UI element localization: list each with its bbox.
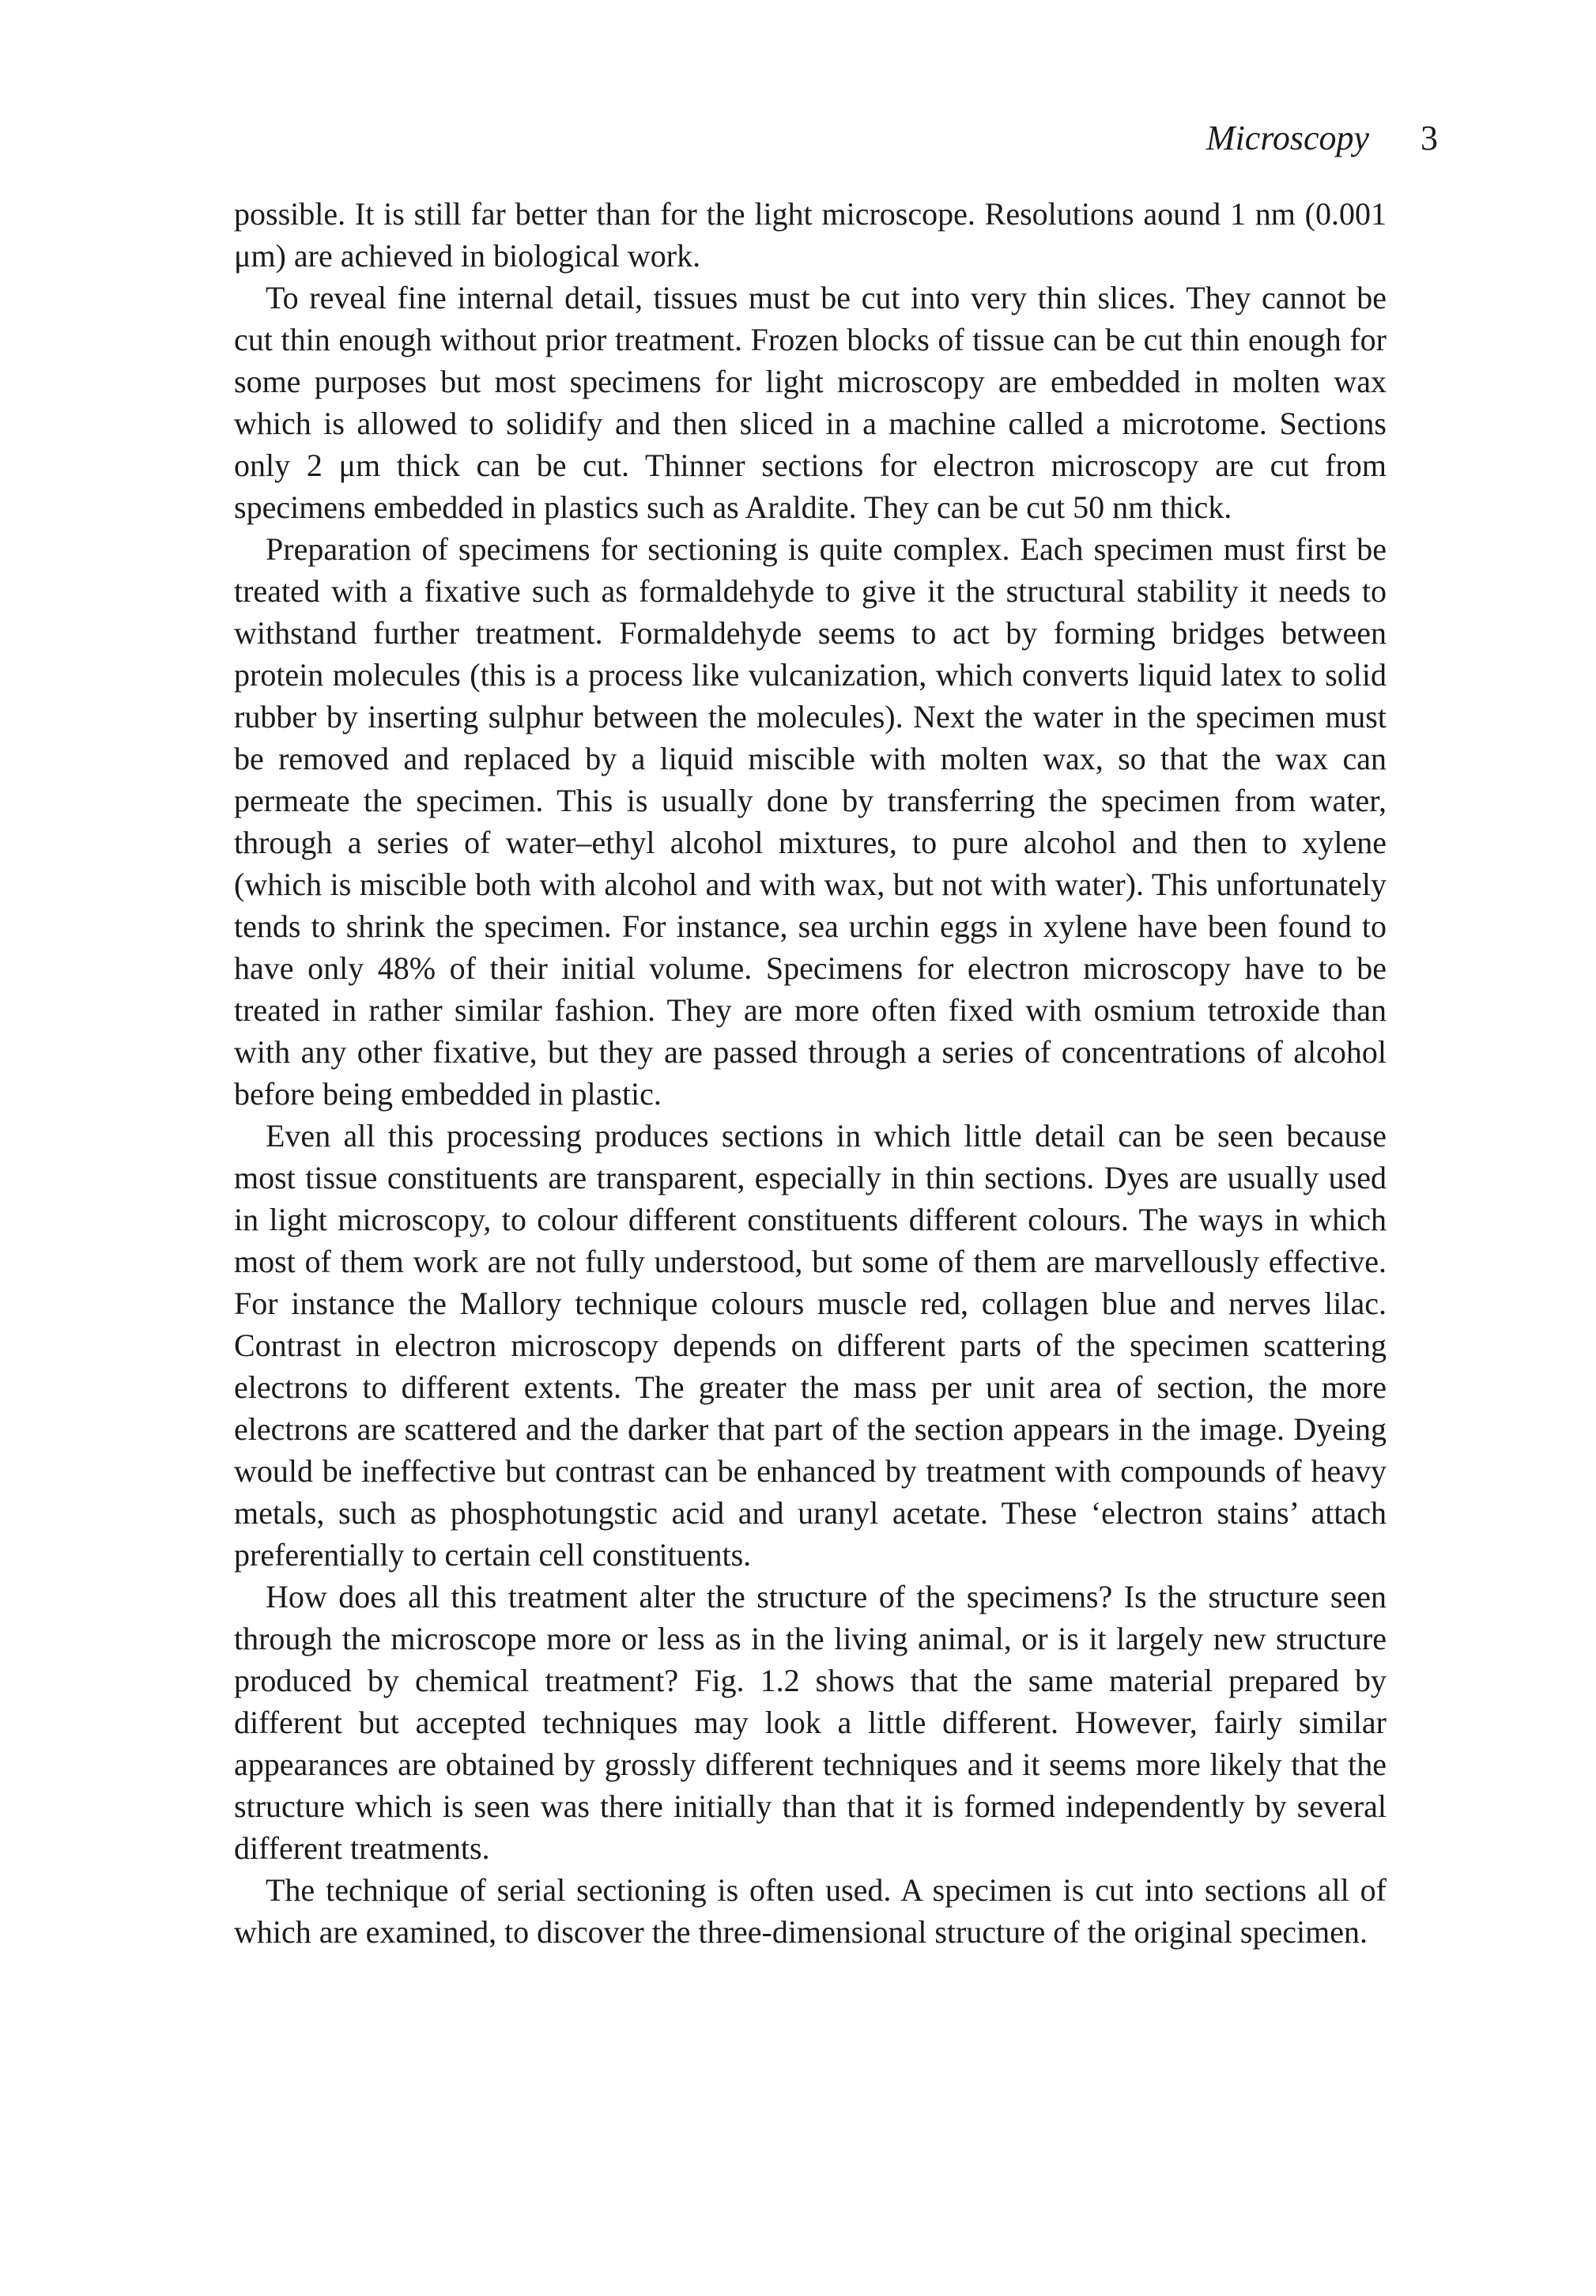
paragraph-2: To reveal fine internal detail, tissues must be cut into very thin slices. They cannot be cut thin enough without prior treatment. Frozen blocks of tissue can be cut thin enough for some purposes but most specimens for light microscopy are embedded in molten wax which is allowed to solidify and then sliced in a machine called a microtome. Sections only 2 μm thick can be cut. Thinner sections for electron microscopy are cut from specimens embedded in plastics such as Araldite. They can be cut 50 nm thick. (234, 280, 1387, 525)
page-number: 3 (1421, 119, 1438, 157)
running-head (1206, 115, 1438, 162)
paragraph-6: The technique of serial sectioning is often used. A specimen is cut into sections all of which are examined, to discover the three-dimensional structure of the original specimen. (234, 1872, 1387, 1950)
paragraph-4: Even all this processing produces sections in which little detail can be seen because most tissue constituents are transparent, especially in thin sections. Dyes are usually used in light microscopy, to colour different constituents different colours. The ways in which most of them work are not fully understood, but some of them are marvellously effective. For instance the Mallory technique colours muscle red, collagen blue and nerves lilac. Contrast in electron microscopy depends on different parts of the specimen scattering electrons to different extents. The greater the mass per unit area of section, the more electrons are scattered and the darker that part of the section appears in the image. Dyeing would be ineffective but contrast can be enhanced by treatment with compounds of heavy metals, such as phosphotungstic acid and uranyl acetate. These ‘electron stains’ attach preferentially to certain cell constituents. (234, 1118, 1387, 1573)
body-text (234, 193, 1387, 1953)
paragraph-1: possible. It is still far better than for the light microscope. Resolutions aound 1 nm (0.001 μm) are achieved in biological work. (234, 196, 1387, 274)
running-title: Microscopy (1205, 119, 1369, 157)
paragraph-3: Preparation of specimens for sectioning is quite complex. Each specimen must first be treated with a fixative such as formaldehyde to give it the structural stability it needs to withstand further treatment. Formaldehyde seems to act by forming bridges between protein molecules (this is a process like vulcanization, which converts liquid latex to solid rubber by inserting sulphur between the molecules). Next the water in the specimen must be removed and replaced by a liquid miscible with molten wax, so that the wax can permeate the specimen. This is usually done by transferring the specimen from water, through a series of water–ethyl alcohol mixtures, to pure alcohol and then to xylene (which is miscible both with alcohol and with wax, but not with water). This unfortunately tends to shrink the specimen. For instance, sea urchin eggs in xylene have been found to have only 48% of their initial volume. Specimens for electron microscopy have to be treated in rather similar fashion. They are more often fixed with osmium tetroxide than with any other fixative, but they are passed through a series of concentrations of alcohol before being embedded in plastic. (234, 531, 1387, 1112)
paragraph-5: How does all this treatment alter the structure of the specimens? Is the structure seen through the microscope more or less as in the living animal, or is it largely new structure produced by chemical treatment? Fig. 1.2 shows that the same material prepared by different but accepted techniques may look a little different. However, fairly similar appearances are obtained by grossly different techniques and it seems more likely that the structure which is seen was there initially than that it is formed independently by several different treatments. (234, 1579, 1387, 1866)
